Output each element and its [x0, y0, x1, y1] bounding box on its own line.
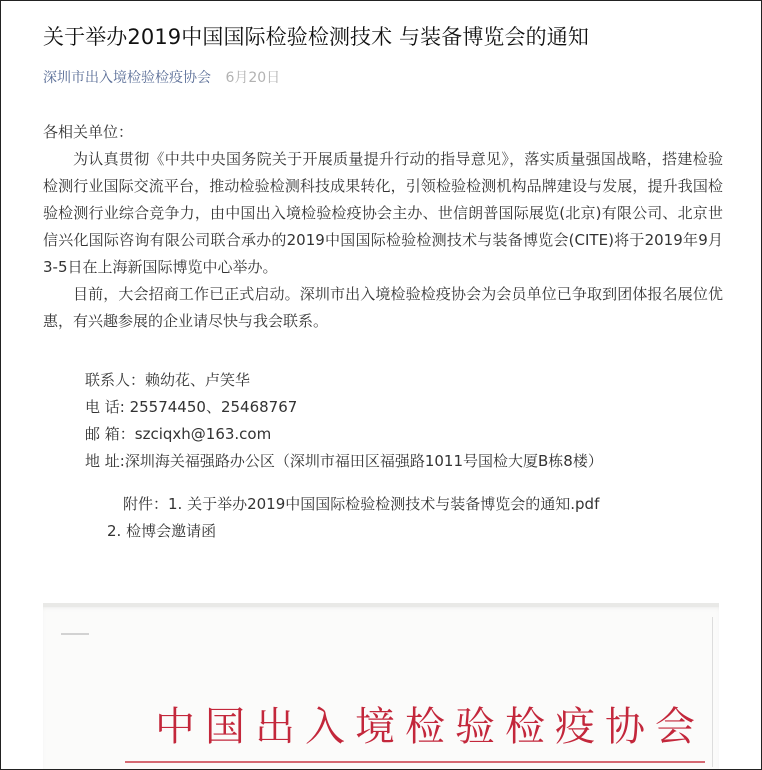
- paragraph-intro: 为认真贯彻《中共中央国务院关于开展质量提升行动的指导意见》，落实质量强国战略，搭建检验检测行业国际交流平台，推动检验检测科技成果转化，引领检验检测机构品牌建设与发展，提升我国检验检测行业综合竞争力，由中国出入境检验检疫协会主办、世信朗普国际展览(北京)有限公司、北京世信兴化国际咨询有限公司联合承办的2019中国国际检验检测技术与装备博览会(CITE)将于2019年9月3-5日在上海新国际博览中心举办。: [43, 150, 723, 276]
- article-meta: [43, 67, 280, 87]
- article-title: 关于举办2019中国国际检验检测技术 与装备博览会的通知: [43, 25, 589, 49]
- scan-top-edge: [43, 603, 719, 607]
- scanned-document-image[interactable]: [43, 603, 719, 770]
- attachments: [43, 491, 723, 545]
- author-link[interactable]: 深圳市出入境检验检疫协会: [43, 70, 211, 86]
- paragraph-status: 目前，大会招商工作已正式启动。深圳市出入境检验检疫协会为会员单位已争取到团体报名展位优惠，有兴趣参展的企业请尽快与我会联系。: [43, 285, 723, 330]
- article-body: [43, 119, 723, 545]
- greeting: 各相关单位：: [43, 123, 134, 141]
- contact-phone: 电 话: 25574450、25468767: [85, 398, 298, 416]
- letterhead-heading: 中国出入境检验检疫协会: [155, 704, 705, 750]
- attachment-pdf: 附件：1. 关于举办2019中国国际检验检测技术与装备博览会的通知.pdf: [123, 495, 600, 513]
- scan-mark: [61, 633, 89, 635]
- contact-address: 地 址:深圳海关福强路办公区（深圳市福田区福强路1011号国检大厦B栋8楼）: [85, 452, 603, 470]
- scan-fold-line: [712, 617, 713, 767]
- attachment-invitation: 2. 检博会邀请函: [107, 522, 217, 540]
- contact-email: 邮 箱：szciqxh@163.com: [85, 425, 272, 443]
- letterhead-rule: [125, 761, 705, 763]
- publish-date: 6月20日: [225, 70, 281, 86]
- contact-person: 联系人：赖幼花、卢笑华: [85, 371, 251, 389]
- contact-info: [43, 367, 723, 475]
